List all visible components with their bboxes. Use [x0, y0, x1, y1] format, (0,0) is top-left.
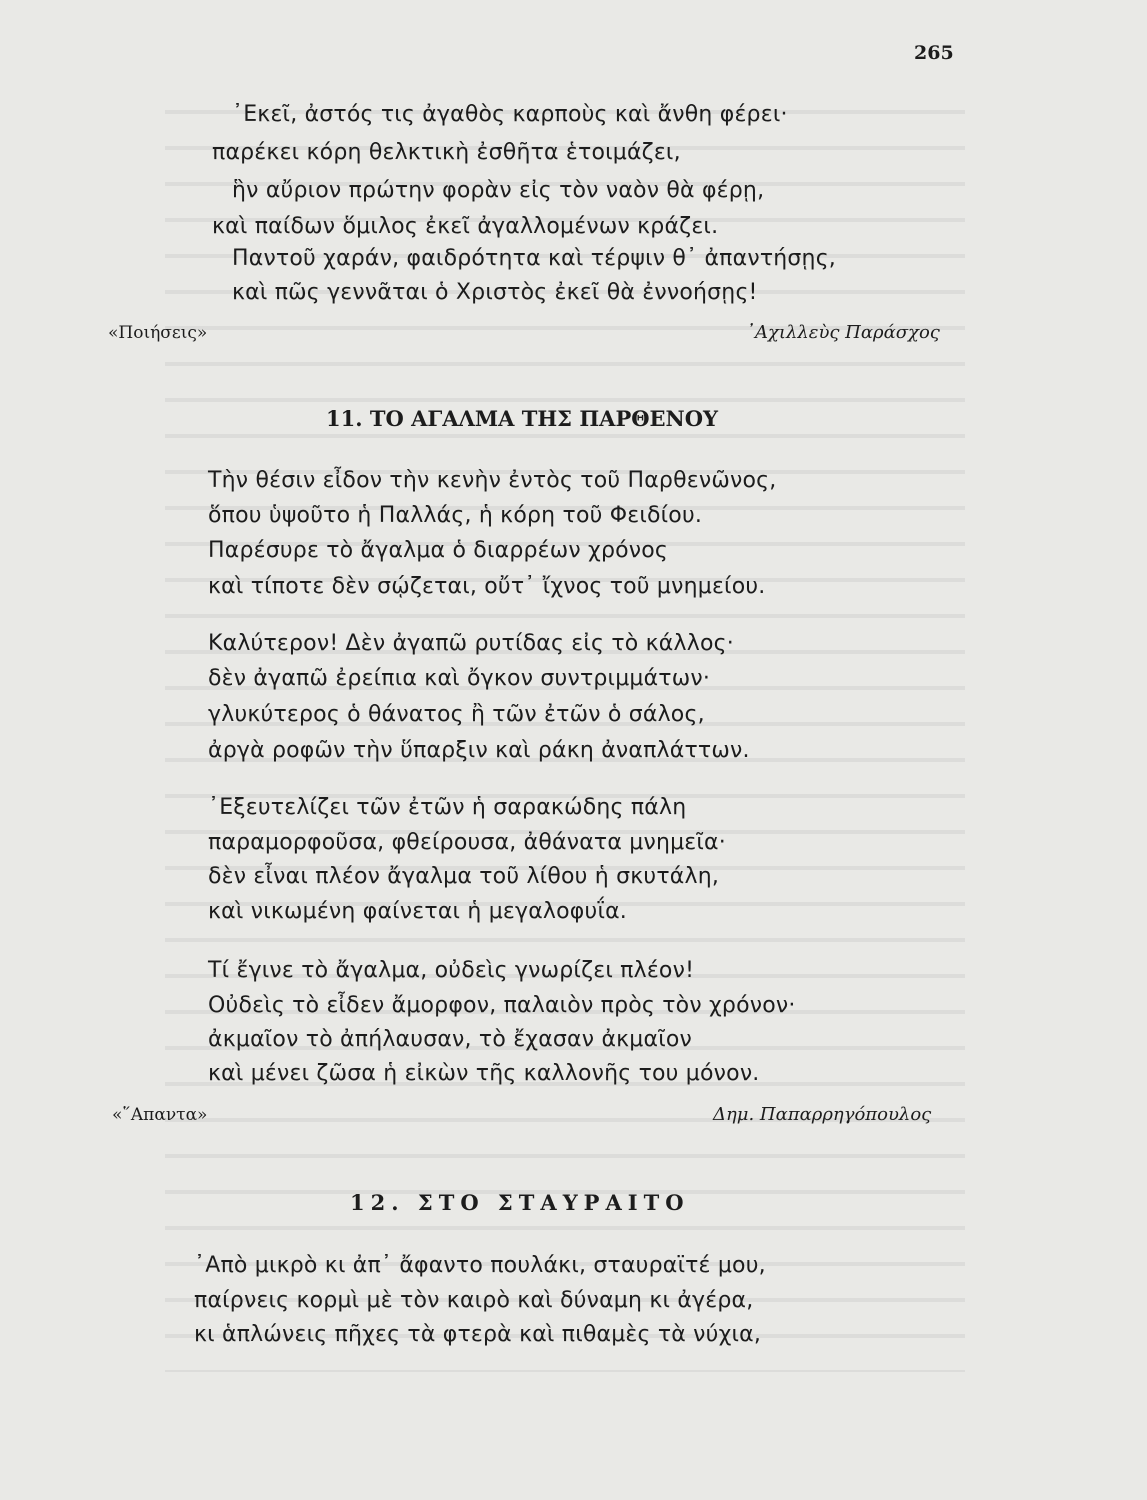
poem2-line: ἀκμαῖον τὸ ἀπήλαυσαν, τὸ ἔχασαν ἀκμαῖον — [208, 1027, 693, 1052]
poem2-line: Παρέσυρε τὸ ἄγαλμα ὁ διαρρέων χρόνος — [208, 538, 669, 563]
poem3-title: 12. ΣΤΟ ΣΤΑΥΡΑΙΤΟ — [350, 1190, 690, 1215]
poem1-author: ᾿Αχιλλεὺς Παράσχος — [746, 322, 940, 343]
poem1-line: παρέκει κόρη θελκτικὴ ἐσθῆτα ἑτοιμάζει, — [212, 140, 681, 165]
poem2-line: καὶ μένει ζῶσα ἡ εἰκὼν τῆς καλλονῆς του μόνον. — [208, 1061, 760, 1086]
poem2-line: Οὐδεὶς τὸ εἶδεν ἄμορφον, παλαιὸν πρὸς τὸν χρόνον· — [208, 993, 796, 1018]
poem1-line: ᾿Εκεῖ, ἀστός τις ἀγαθὸς καρποὺς καὶ ἄνθη φέρει· — [232, 102, 788, 127]
poem2-line: ὅπου ὑψοῦτο ἡ Παλλάς, ἡ κόρη τοῦ Φειδίου. — [208, 503, 703, 528]
poem2-line: δὲν ἀγαπῶ ἐρείπια καὶ ὄγκον συντριμμάτων· — [208, 666, 711, 691]
poem2-author: Δημ. Παπαρρηγόπουλος — [713, 1104, 932, 1125]
poem2-line: καὶ τίποτε δὲν σῴζεται, οὔτ᾿ ἴχνος τοῦ μνημείου. — [208, 574, 766, 599]
poem2-line: Τὴν θέσιν εἶδον τὴν κενὴν ἐντὸς τοῦ Παρθενῶνος, — [208, 468, 777, 493]
poem3-line: παίρνεις κορμὶ μὲ τὸν καιρὸ καὶ δύναμη κι ἀγέρα, — [194, 1288, 754, 1313]
poem3-line: ᾿Απὸ μικρὸ κι ἀπ᾿ ἄφαντο πουλάκι, σταυραϊτέ μου, — [194, 1253, 766, 1278]
poem1-line: ἣν αὔριον πρώτην φορὰν εἰς τὸν ναὸν θὰ φέρῃ, — [232, 178, 765, 203]
poem2-line: Τί ἔγινε τὸ ἄγαλμα, οὐδεὶς γνωρίζει πλέον! — [208, 958, 695, 983]
poem2-line: καὶ νικωμένη φαίνεται ἡ μεγαλοφυΐα. — [208, 899, 627, 924]
poem2-line: Καλύτερον! Δὲν ἀγαπῶ ρυτίδας εἰς τὸ κάλλος· — [208, 631, 734, 656]
poem1-line: καὶ πῶς γεννᾶται ὁ Χριστὸς ἐκεῖ θὰ ἐννοήσῃς! — [232, 280, 758, 305]
poem2-line: γλυκύτερος ὁ θάνατος ἢ τῶν ἐτῶν ὁ σάλος, — [208, 702, 705, 727]
poem2-line: δὲν εἶναι πλέον ἄγαλμα τοῦ λίθου ἡ σκυτάλη, — [208, 864, 720, 889]
poem2-line: παραμορφοῦσα, φθείρουσα, ἀθάνατα μνημεῖα· — [208, 830, 726, 855]
poem2-line: ᾿Εξευτελίζει τῶν ἐτῶν ἡ σαρακώδης πάλη — [208, 795, 687, 820]
page-number: 265 — [914, 42, 954, 64]
poem1-line: καὶ παίδων ὅμιλος ἐκεῖ ἀγαλλομένων κράζει. — [212, 214, 719, 239]
poem2-line: ἀργὰ ροφῶν τὴν ὕπαρξιν καὶ ράκη ἀναπλάττων. — [208, 738, 750, 763]
poem2-source: «῞Απαντα» — [112, 1105, 208, 1125]
poem1-line: Παντοῦ χαράν, φαιδρότητα καὶ τέρψιν θ᾿ ἀπαντήσῃς, — [232, 246, 837, 271]
poem1-source: «Ποιήσεις» — [108, 323, 208, 343]
poem2-title: 11. ΤΟ ΑΓΑΛΜΑ ΤΗΣ ΠΑΡΘΕΝΟΥ — [326, 406, 719, 431]
poem3-line: κι ἁπλώνεις πῆχες τὰ φτερὰ καὶ πιθαμὲς τὰ νύχια, — [194, 1322, 762, 1347]
